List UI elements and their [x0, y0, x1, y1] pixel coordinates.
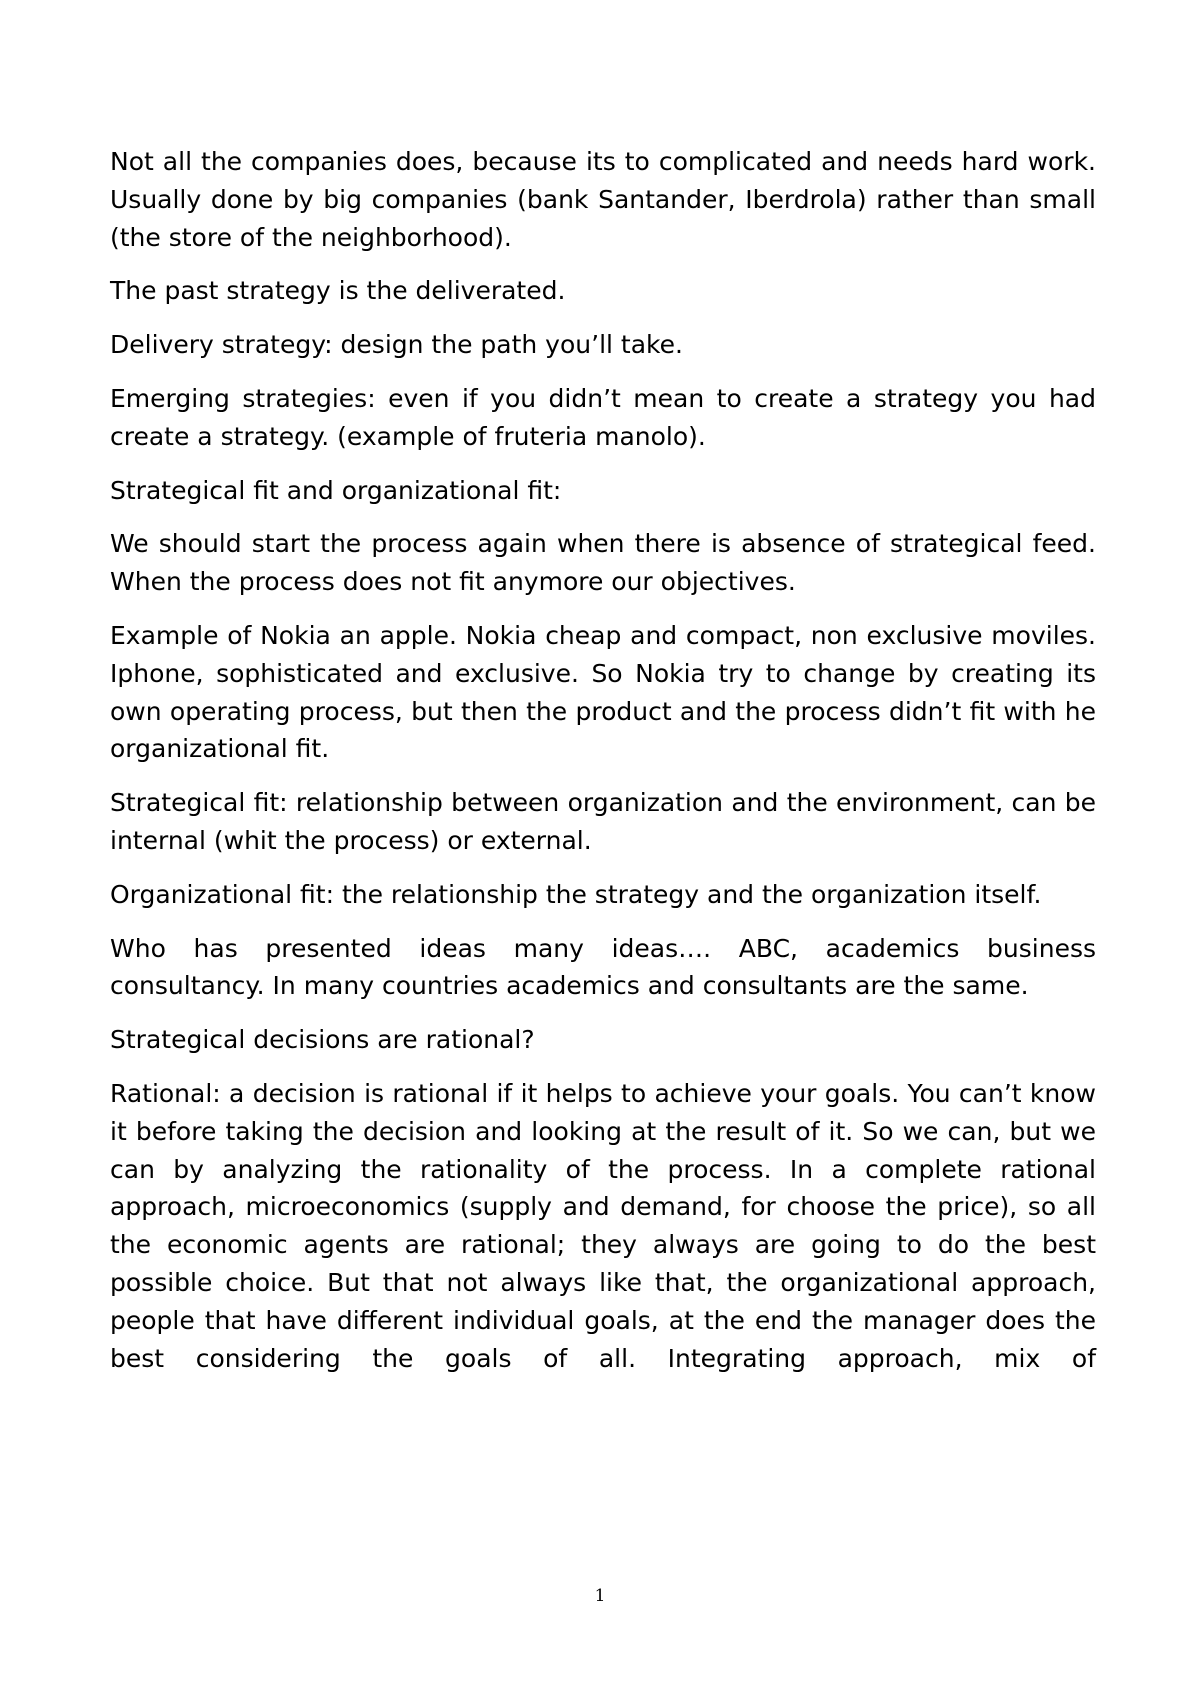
paragraph: Strategical decisions are rational? — [110, 1025, 535, 1055]
paragraph: Example of Nokia an apple. Nokia cheap and compact, non exclusive moviles. Iphone, sophisticated and exclusive. So Nokia try to change by creating its own operating process, but then the product and the process didn’t fit with he organizational fit. — [110, 620, 1096, 764]
document-body — [110, 143, 1096, 1377]
page-number: 1 — [594, 1586, 606, 1606]
paragraph: Organizational fit: the relationship the strategy and the organization itself. — [110, 879, 1042, 909]
paragraph: The past strategy is the deliverated. — [110, 276, 566, 306]
paragraph: We should start the process again when there is absence of strategical feed. When the process does not fit anymore our objectives. — [110, 529, 1096, 597]
paragraph: Rational: a decision is rational if it helps to achieve your goals. You can’t know it before taking the decision and looking at the result of it. So we can, but we can by analyzing the rationality of the process. In a complete rational approach, microeconomics (supply and demand, for choose the price), so all the economic agents are rational; they always are going to do the best possible choice. But that not always like that, the organizational approach, people that have different individual goals, at the end the manager does the best considering the goals of all. Integrating approach, mix of — [110, 1078, 1096, 1373]
paragraph: Strategical fit: relationship between organization and the environment, can be internal (whit the process) or external. — [110, 788, 1096, 855]
paragraph: Who has presented ideas many ideas…. ABC, academics business consultancy. In many countries academics and consultants are the same. — [110, 933, 1096, 1001]
paragraph: Not all the companies does, because its to complicated and needs hard work. Usually done by big companies (bank Santander, Iberdrola) rather than small (the store of the neighborhood). — [110, 147, 1096, 252]
paragraph: Strategical fit and organizational fit: — [110, 475, 562, 505]
paragraph: Emerging strategies: even if you didn’t mean to create a strategy you had create a strategy. (example of fruteria manolo). — [110, 383, 1096, 451]
paragraph: Delivery strategy: design the path you’ll take. — [110, 330, 683, 360]
